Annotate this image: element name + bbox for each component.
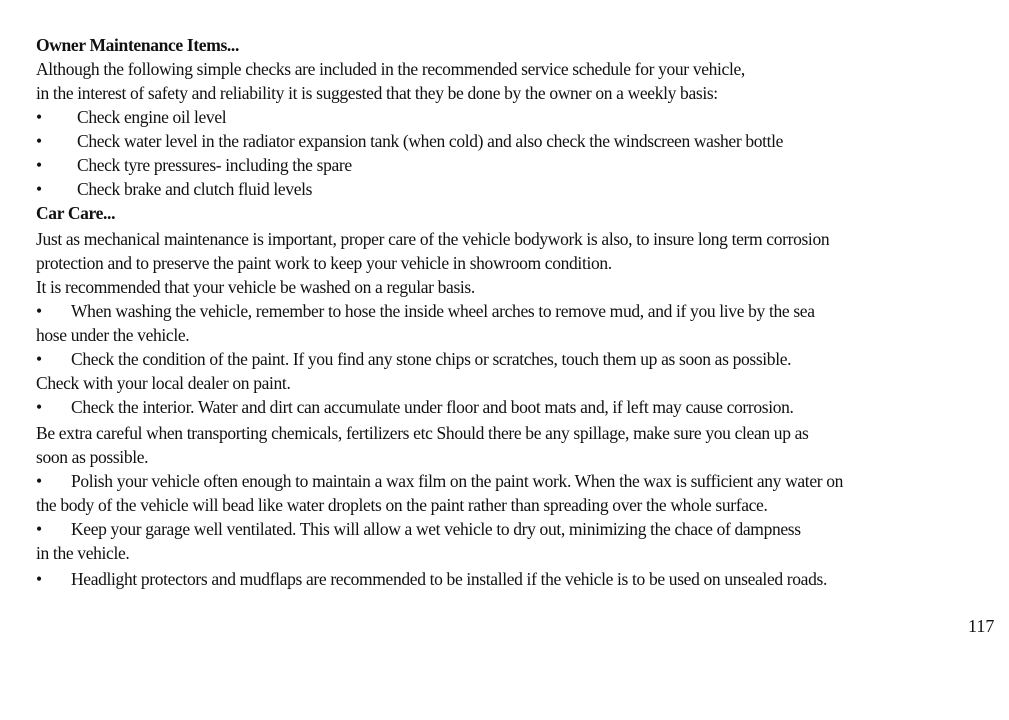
bullet-icon: • [36,397,43,417]
car-care-item-continuation: the body of the vehicle will bead like water droplets on the paint rather than spreading over the whole surface. [36,495,768,515]
owner-check-item: Check brake and clutch fluid levels [77,179,313,199]
car-care-item-continuation: in the vehicle. [36,543,130,563]
bullet-icon: • [36,179,43,199]
car-care-intro-line: Just as mechanical maintenance is important, proper care of the vehicle bodywork is also, to insure long term corrosion [36,229,830,249]
owner-intro-line: in the interest of safety and reliability it is suggested that they be done by the owner on a weekly basis: [36,83,718,103]
bullet-icon: • [36,349,43,369]
car-care-item-continuation: hose under the vehicle. [36,325,190,345]
owner-check-item: Check water level in the radiator expansion tank (when cold) and also check the windscreen washer bottle [77,131,784,151]
car-care-item: Check the interior. Water and dirt can accumulate under floor and boot mats and, if left may cause corrosion. [71,397,794,417]
owner-check-item: Check engine oil level [77,107,227,127]
bullet-icon: • [36,519,43,539]
car-care-item-continuation: soon as possible. [36,447,149,467]
bullet-icon: • [36,471,43,491]
car-care-intro-line: protection and to preserve the paint work to keep your vehicle in showroom condition. [36,253,612,273]
car-care-item: Check the condition of the paint. If you find any stone chips or scratches, touch them up as soon as possible. [71,349,792,369]
bullet-icon: • [36,155,43,175]
owner-maintenance-heading: Owner Maintenance Items... [36,35,239,55]
car-care-item: Polish your vehicle often enough to maintain a wax film on the paint work. When the wax is sufficient any water on [71,471,844,491]
car-care-item-continuation: Check with your local dealer on paint. [36,373,291,393]
page-number: 117 [968,616,995,636]
car-care-item: When washing the vehicle, remember to hose the inside wheel arches to remove mud, and if you live by the sea [71,301,815,321]
bullet-icon: • [36,107,43,127]
car-care-item: Headlight protectors and mudflaps are recommended to be installed if the vehicle is to be used on unsealed roads. [71,569,827,589]
owner-check-item: Check tyre pressures- including the spare [77,155,352,175]
car-care-heading: Car Care... [36,203,116,223]
owner-intro-line: Although the following simple checks are included in the recommended service schedule for your vehicle, [36,59,745,79]
car-care-item-continuation: Be extra careful when transporting chemicals, fertilizers etc Should there be any spillage, make sure you clean up as [36,423,809,443]
bullet-icon: • [36,131,43,151]
car-care-item: Keep your garage well ventilated. This will allow a wet vehicle to dry out, minimizing the chace of dampness [71,519,801,539]
bullet-icon: • [36,569,43,589]
bullet-icon: • [36,301,43,321]
car-care-intro-line: It is recommended that your vehicle be washed on a regular basis. [36,277,475,297]
